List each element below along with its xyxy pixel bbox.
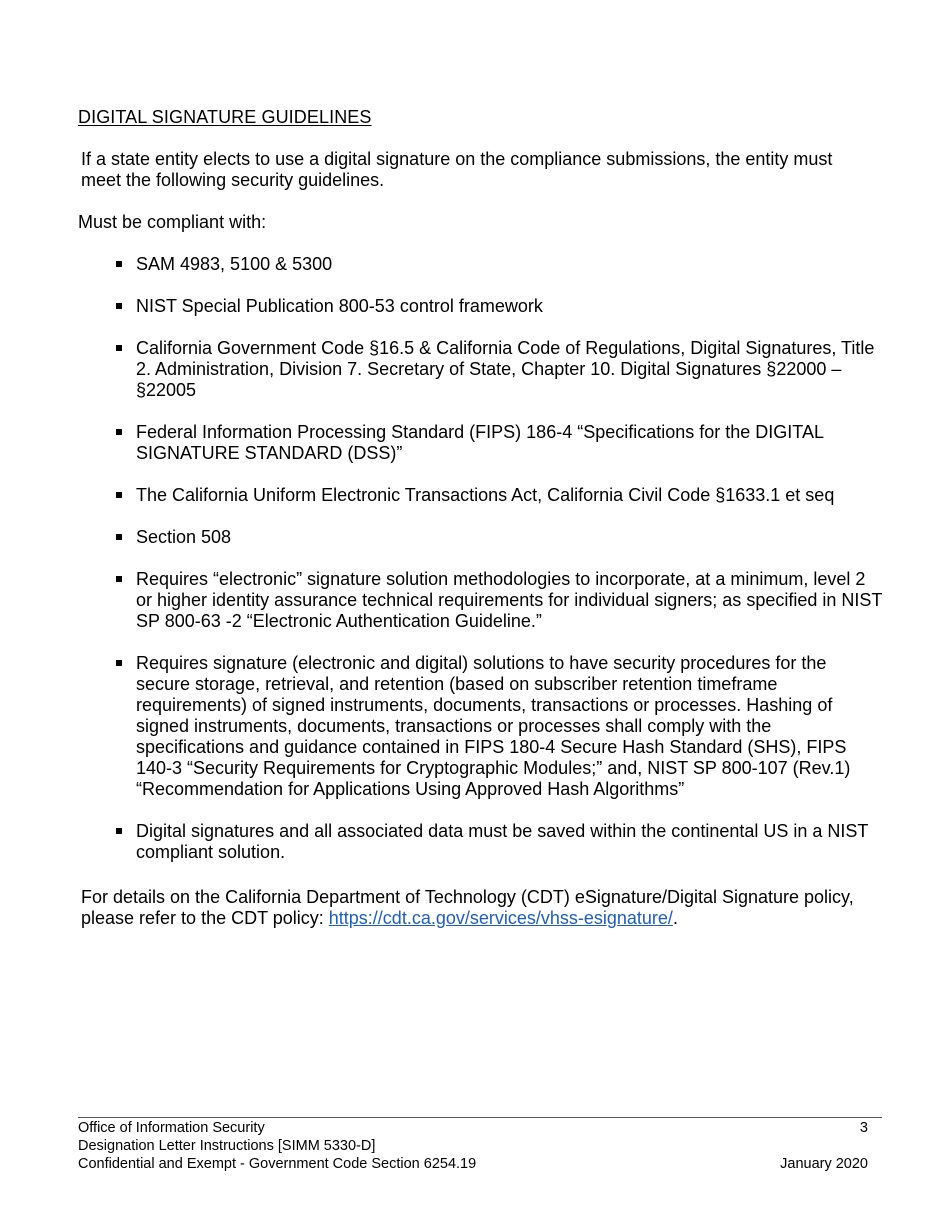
- list-item-text: Requires signature (electronic and digital) solutions to have security procedures for the secure storage, retrieval, and retention (based on subscriber retention timeframe requirements) of signed instruments, documents, transactions or processes. Hashing of signed instruments, documents, transactions or processes shall comply with the specifications and guidance contained in FIPS 180-4 Secure Hash Standard (SHS), FIPS 140-3 “Security Requirements for Cryptographic Modules;” and, NIST SP 800-107 (Rev.1) “Recommendation for Applications Using Approved Hash Algorithms”: [136, 653, 851, 799]
- list-item: [114, 821, 884, 863]
- list-item-text: Section 508: [136, 527, 232, 547]
- requirements-list: [114, 254, 884, 884]
- list-item: [114, 569, 884, 632]
- footer-divider: [78, 1117, 882, 1118]
- bullet-square-icon: [116, 303, 122, 309]
- bullet-square-icon: [116, 261, 122, 267]
- list-item: [114, 653, 884, 800]
- footer-date: January 2020: [780, 1156, 868, 1172]
- bullet-square-icon: [116, 534, 122, 540]
- bullet-square-icon: [116, 828, 122, 834]
- intro-paragraph: If a state entity elects to use a digital signature on the compliance submissions, the entity must meet the following security guidelines.: [81, 149, 833, 190]
- list-item: [114, 422, 884, 464]
- list-item: [114, 338, 884, 401]
- compliant-heading: Must be compliant with:: [78, 212, 267, 232]
- details-paragraph: [81, 887, 861, 929]
- bullet-square-icon: [116, 345, 122, 351]
- bullet-square-icon: [116, 660, 122, 666]
- bullet-square-icon: [116, 576, 122, 582]
- details-suffix: .: [672, 908, 678, 928]
- list-item-text: Digital signatures and all associated data must be saved within the continental US in a NIST compliant solution.: [136, 821, 869, 862]
- list-item: [114, 254, 884, 275]
- bullet-square-icon: [116, 492, 122, 498]
- footer-doc-name: Designation Letter Instructions [SIMM 5330-D]: [78, 1138, 376, 1154]
- footer-confidential: Confidential and Exempt - Government Code Section 6254.19: [78, 1156, 477, 1172]
- list-item-text: NIST Special Publication 800-53 control framework: [136, 296, 543, 316]
- bullet-square-icon: [116, 429, 122, 435]
- details-text: For details on the California Department of Technology (CDT) eSignature/Digital Signature policy, please refer to the CDT policy:: [81, 887, 854, 928]
- page-title: DIGITAL SIGNATURE GUIDELINES: [78, 107, 372, 127]
- list-item-text: Requires “electronic” signature solution methodologies to incorporate, at a minimum, level 2 or higher identity assurance technical requirements for individual signers; as specified in NIST SP 800-63 -2 “Electronic Authentication Guideline.”: [136, 569, 883, 631]
- list-item-text: The California Uniform Electronic Transactions Act, California Civil Code §1633.1 et seq: [136, 485, 835, 505]
- list-item-text: California Government Code §16.5 & California Code of Regulations, Digital Signatures, Title 2. Administration, Division 7. Secretary of State, Chapter 10. Digital Signatures §22000 – §22005: [136, 338, 875, 400]
- list-item: [114, 296, 884, 317]
- cdt-policy-link[interactable]: https://cdt.ca.gov/services/vhss-esignature/: [328, 908, 673, 928]
- list-item: [114, 485, 884, 506]
- footer-page-number: 3: [859, 1120, 868, 1136]
- list-item: [114, 527, 884, 548]
- footer-office: Office of Information Security: [78, 1120, 265, 1136]
- list-item-text: Federal Information Processing Standard (FIPS) 186-4 “Specifications for the DIGITAL SIGNATURE STANDARD (DSS)”: [136, 422, 824, 463]
- list-item-text: SAM 4983, 5100 & 5300: [136, 254, 333, 274]
